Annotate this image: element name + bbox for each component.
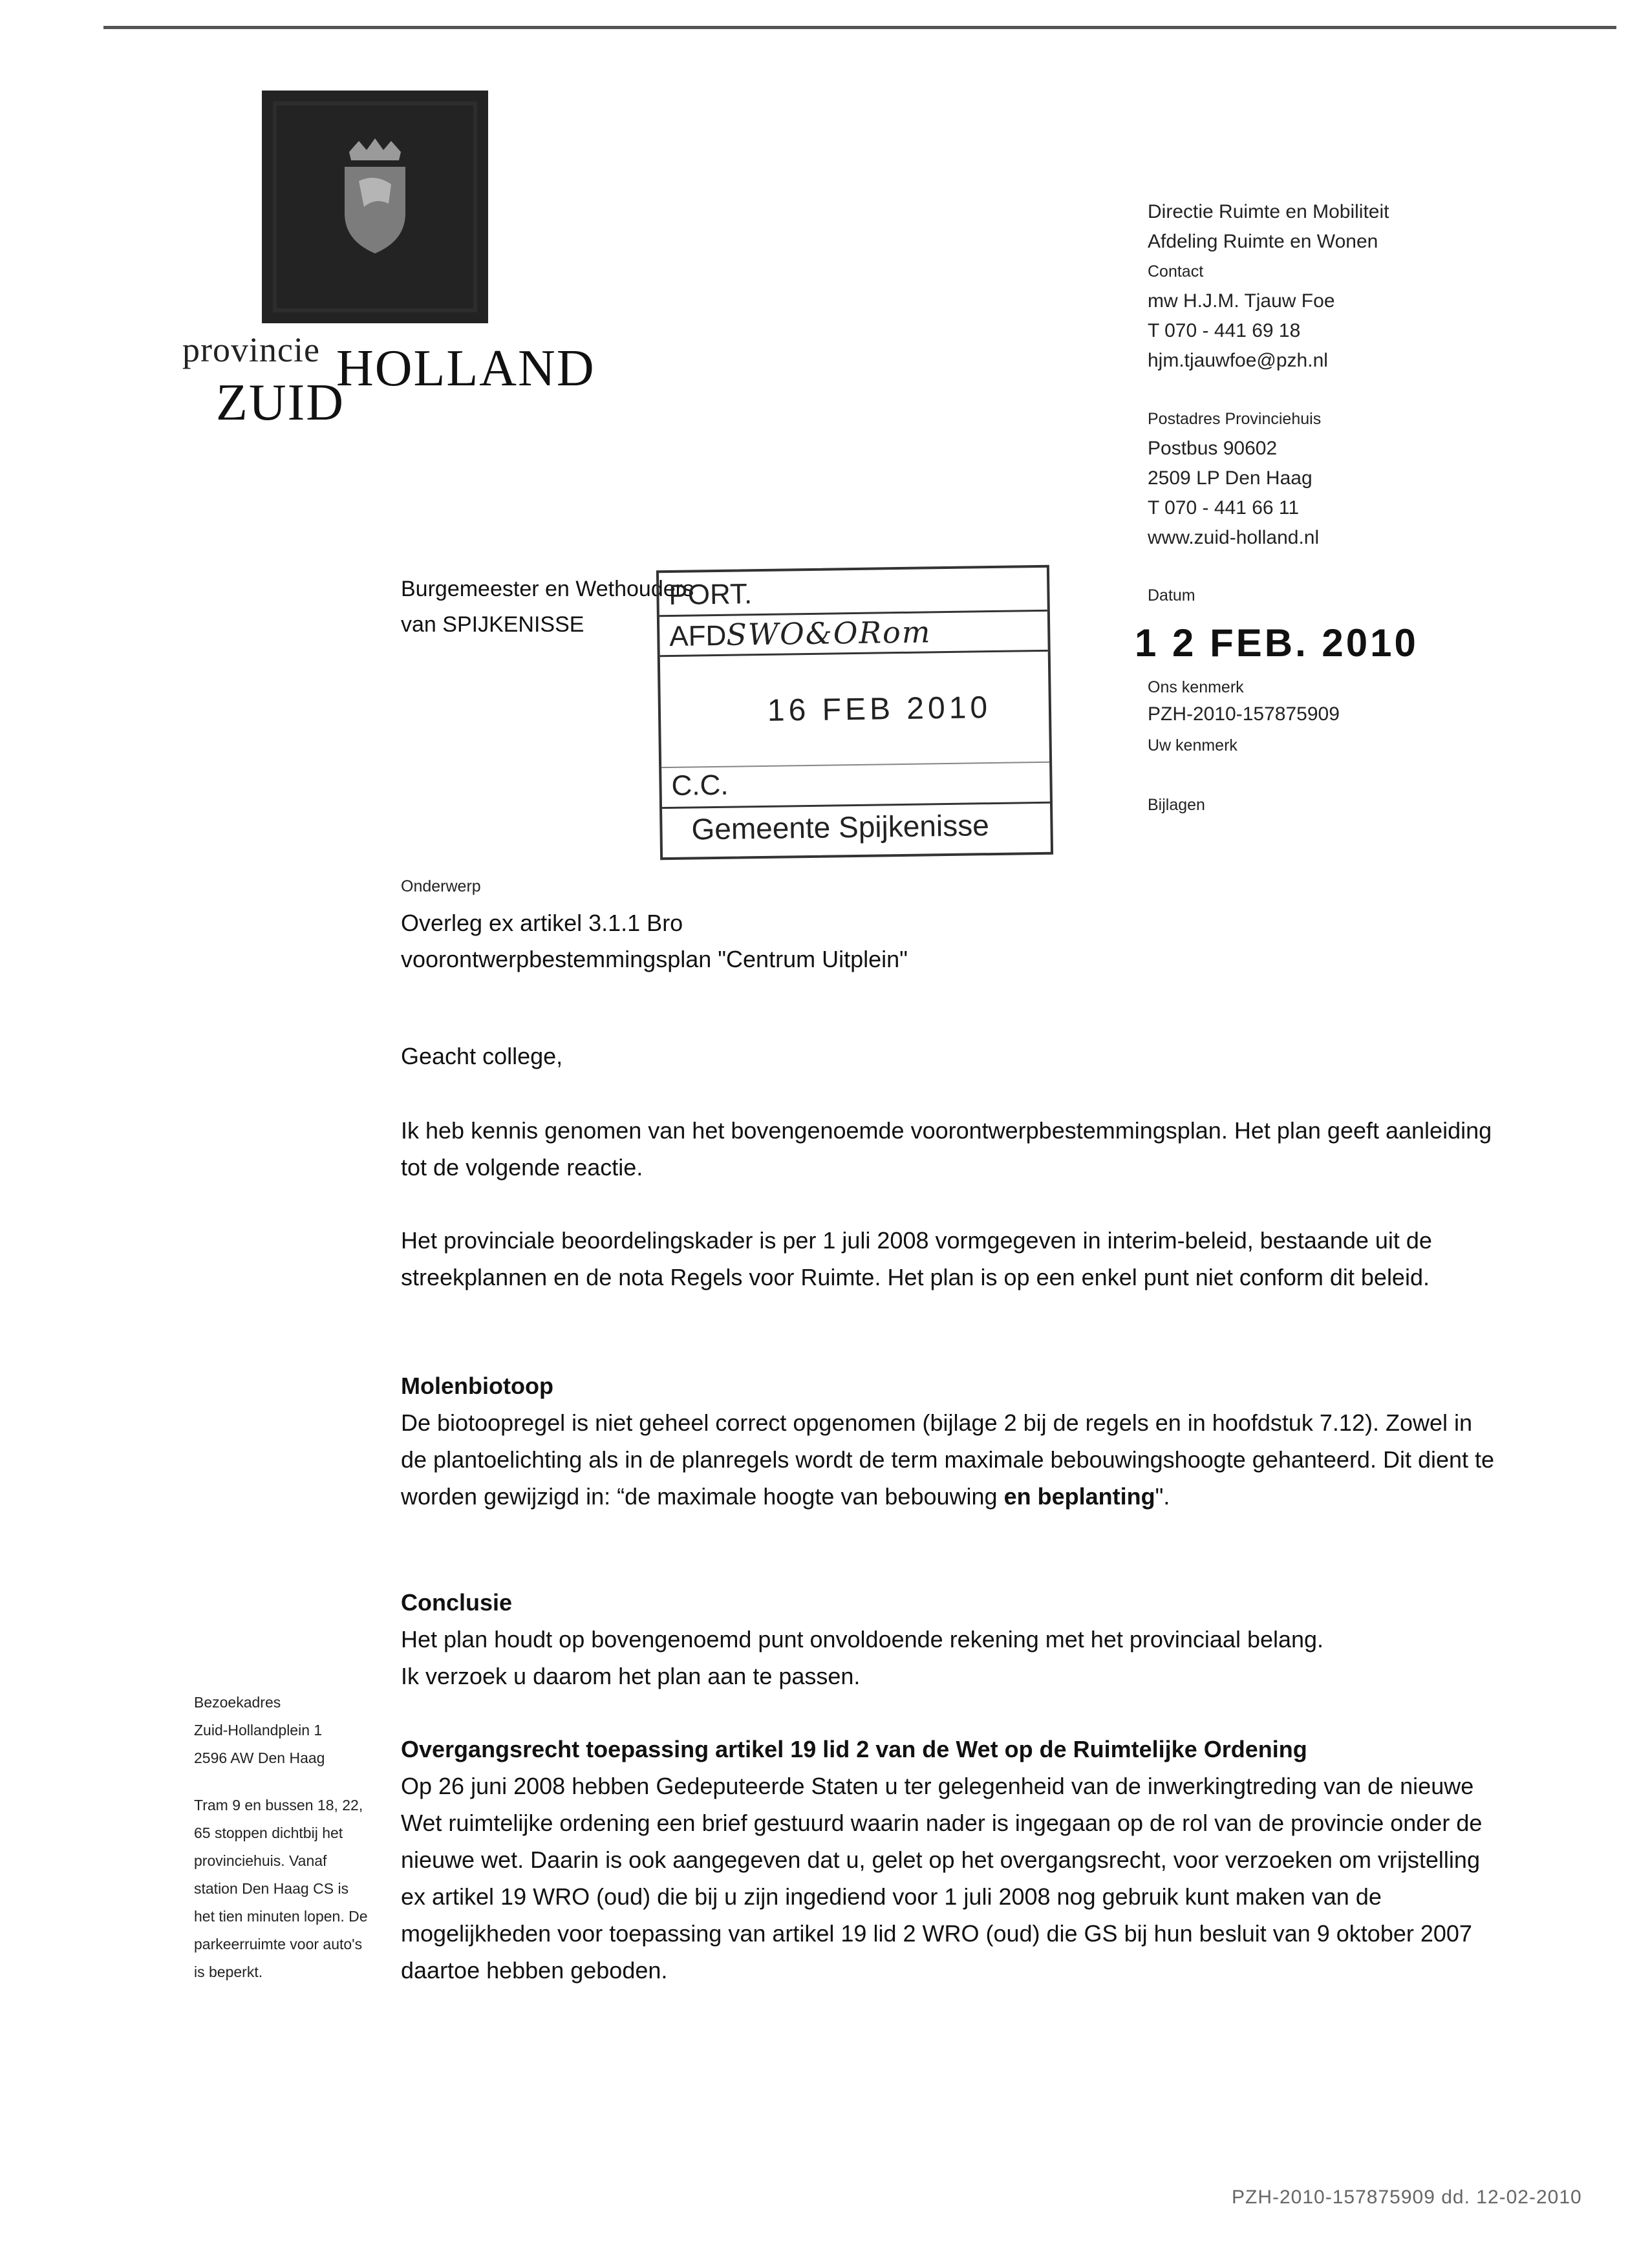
addressee-line1: Burgemeester en Wethouders xyxy=(401,577,694,601)
datum-label: Datum xyxy=(1148,586,1195,604)
molen-end: ". xyxy=(1155,1483,1170,1510)
sender-block xyxy=(1148,197,1536,376)
visit-directions: Tram 9 en bussen 18, 22, 65 stoppen dichtbij het provinciehuis. Vanaf station Den Haag CS is het tien minuten lopen. De parkeerruimte voor auto's is beperkt. xyxy=(194,1797,368,1980)
afdeling: Afdeling Ruimte en Wonen xyxy=(1148,231,1378,252)
stamp-cc: C.C. xyxy=(671,769,729,802)
top-rule xyxy=(103,26,1616,29)
logo-holland: HOLLAND xyxy=(336,340,595,397)
postbus: Postbus 90602 xyxy=(1148,438,1278,459)
stamp-date: 16 FEB 2010 xyxy=(767,690,992,728)
postadres-label: Postadres Provinciehuis xyxy=(1148,410,1322,428)
visit-street: Zuid-Hollandplein 1 xyxy=(194,1722,323,1738)
letter-date: 1 2 FEB. 2010 xyxy=(1135,621,1419,665)
general-phone: T 070 - 441 66 11 xyxy=(1148,497,1300,519)
molen-text: De biotoopregel is niet geheel correct opgenomen (bijlage 2 bij de regels en in hoofdstuk 7.12). Zowel in de plantoelichting als in de planregels wordt de term maximale bebouwingshoogte gehanteerd. Dit dient te worden gewijzigd in: “de maximale hoogte van bebouwing xyxy=(401,1409,1495,1510)
visit-city: 2596 AW Den Haag xyxy=(194,1749,325,1766)
contact-name: mw H.J.M. Tjauw Foe xyxy=(1148,290,1335,312)
uw-kenmerk-label: Uw kenmerk xyxy=(1148,736,1238,754)
stamp-afd xyxy=(669,614,932,653)
stamp-port: PORT. xyxy=(669,578,753,611)
subject-line1: Overleg ex artikel 3.1.1 Bro xyxy=(401,910,683,936)
salutation: Geacht college, xyxy=(401,1043,563,1069)
subject-label: Onderwerp xyxy=(401,877,481,895)
subject xyxy=(401,905,908,978)
paragraph-beleid: Het provinciale beoordelingskader is per 1 juli 2008 vormgegeven in interim-beleid, bestaande uit de streekplannen en de nota Regels voor Ruimte. Het plan is op een enkel punt niet conform dit beleid. xyxy=(401,1227,1432,1290)
paragraph-overgangsrecht: Op 26 juni 2008 hebben Gedeputeerde Staten u ter gelegenheid van de inwerkingtreding van de nieuwe Wet ruimtelijke ordening een brief gestuurd waarin nader is ingegaan op de rol van de provincie onder de nieuwe wet. Daarin is ook aangegeven dat u, gelet op het overgangsrecht, voor verzoeken om vrijstelling ex artikel 19 WRO (oud) die bij u zijn ingediend voor 1 juli 2008 nog gebruik kunt maken van de mogelijkheden voor toepassing van artikel 19 lid 2 WRO (oud) die GS bij hun besluit van 9 oktober 2007 daartoe hebben geboden. xyxy=(401,1773,1483,1984)
addressee xyxy=(401,572,694,643)
addressee-line2: van SPIJKENISSE xyxy=(401,612,584,637)
molen-bold: en beplanting xyxy=(1003,1483,1155,1510)
heading-molenbiotoop: Molenbiotoop xyxy=(401,1373,553,1399)
subject-line2: voorontwerpbestemmingsplan "Centrum Uitplein" xyxy=(401,946,908,972)
website-link[interactable]: www.zuid-holland.nl xyxy=(1148,527,1320,548)
contact-label: Contact xyxy=(1148,262,1204,281)
heading-conclusie: Conclusie xyxy=(401,1589,513,1616)
paragraph-conclusie-1: Het plan houdt op bovengenoemd punt onvoldoende rekening met het provinciaal belang. xyxy=(401,1626,1324,1653)
logo-provincie: provincie xyxy=(182,330,320,369)
postcode-city: 2509 LP Den Haag xyxy=(1148,467,1312,489)
logo-zuid: ZUID xyxy=(216,374,345,431)
stamp-afd-handwritten: SWO&ORom xyxy=(725,614,932,652)
ons-kenmerk-label: Ons kenmerk xyxy=(1148,678,1244,696)
paragraph-intro: Ik heb kennis genomen van het bovengenoemde voorontwerpbestemmingsplan. Het plan geeft aanleiding tot de volgende reactie. xyxy=(401,1117,1492,1181)
contact-email[interactable]: hjm.tjauwfoe@pzh.nl xyxy=(1148,350,1328,371)
paragraph-conclusie-2: Ik verzoek u daarom het plan aan te passen. xyxy=(401,1663,861,1689)
stamp-gemeente: Gemeente Spijkenisse xyxy=(691,808,990,846)
province-logo-emblem xyxy=(262,91,488,323)
footer-reference: PZH-2010-157875909 dd. 12-02-2010 xyxy=(1232,2187,1582,2208)
directie: Directie Ruimte en Mobiliteit xyxy=(1148,201,1389,222)
stamp-afd-prefix: AFD xyxy=(669,619,727,652)
contact-phone: T 070 - 441 69 18 xyxy=(1148,320,1301,341)
heading-overgangsrecht: Overgangsrecht toepassing artikel 19 lid 2 van de Wet op de Ruimtelijke Ordening xyxy=(401,1736,1307,1762)
paragraph-molenbiotoop xyxy=(401,1404,1500,1515)
ons-kenmerk: PZH-2010-157875909 xyxy=(1148,703,1340,725)
crown-shield-icon xyxy=(262,91,488,323)
received-stamp xyxy=(656,565,1053,860)
bijlagen-label: Bijlagen xyxy=(1148,796,1205,814)
visiting-address xyxy=(194,1689,369,1986)
postadres-block xyxy=(1148,404,1536,553)
visit-label: Bezoekadres xyxy=(194,1694,281,1711)
